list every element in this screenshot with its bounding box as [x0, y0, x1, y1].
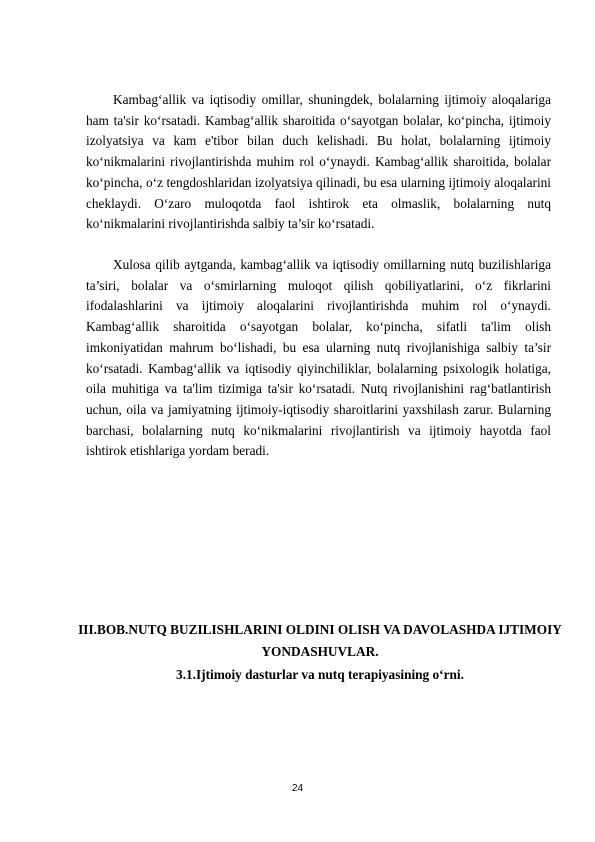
body-text-block-2 [86, 255, 551, 462]
body-text-block-1 [86, 90, 551, 235]
section-heading: 3.1.Ijtimoiy dasturlar va nutq terapiyasining o‘rni. [176, 667, 464, 682]
page-number: 24 [291, 783, 304, 794]
chapter-heading: III.BOB.NUTQ BUZILISHLARINI OLDINI OLISH VA DAVOLASHDA IJTIMOIY YONDASHUVLAR. [78, 622, 562, 659]
paragraph-conclusion: Xulosa qilib aytganda, kambag‘allik va iqtisodiy omillarning nutq buzilishlariga ta’siri, bolalar va o‘smirlarning muloqot qilish qobiliyatlarini, o‘z fikrlarini ifodalashlarini va ijtimoiy aloqalarini rivojlantirishda muhim rol o‘ynaydi. Kambag‘allik sharoitida o‘sayotgan bolalar, ko‘pincha, sifatli ta'lim olish imkoniyatidan mahrum bo‘lishadi, bu esa ularning nutq rivojlanishiga salbiy ta’sir ko‘rsatadi. Kambag‘allik va iqtisodiy qiyinchiliklar, bolalarning psixologik holatiga, oila muhitiga va ta'lim tizimiga ta'sir ko‘rsatadi. Nutq rivojlanishini rag‘batlantirish uchun, oila va jamiyatning ijtimoiy-iqtisodiy sharoitlarini yaxshilash zarur. Bularning barchasi, bolalarning nutq ko‘nikmalarini rivojlantirish va ijtimoiy hayotda faol ishtirok etishlariga yordam beradi. [86, 257, 551, 459]
paragraph-poverty-social-ties: Kambag‘allik va iqtisodiy omillar, shuningdek, bolalarning ijtimoiy aloqalariga ham ta'sir ko‘rsatadi. Kambag‘allik sharoitida o‘sayotgan bolalar, ko‘pincha, ijtimoiy izolyatsiya va kam e'tibor bilan duch kelishadi. Bu holat, bolalarning ijtimoiy ko‘nikmalarini rivojlantirishda muhim rol o‘ynaydi. Kambag‘allik sharoitida, bolalar ko‘pincha, o‘z tengdoshlaridan izolyatsiya qilinadi, bu esa ularning ijtimoiy aloqalarini cheklaydi. O‘zaro muloqotda faol ishtirok eta olmaslik, bolalarning nutq ko‘nikmalarini rivojlantirishda salbiy ta’sir ko‘rsatadi. [86, 92, 551, 232]
